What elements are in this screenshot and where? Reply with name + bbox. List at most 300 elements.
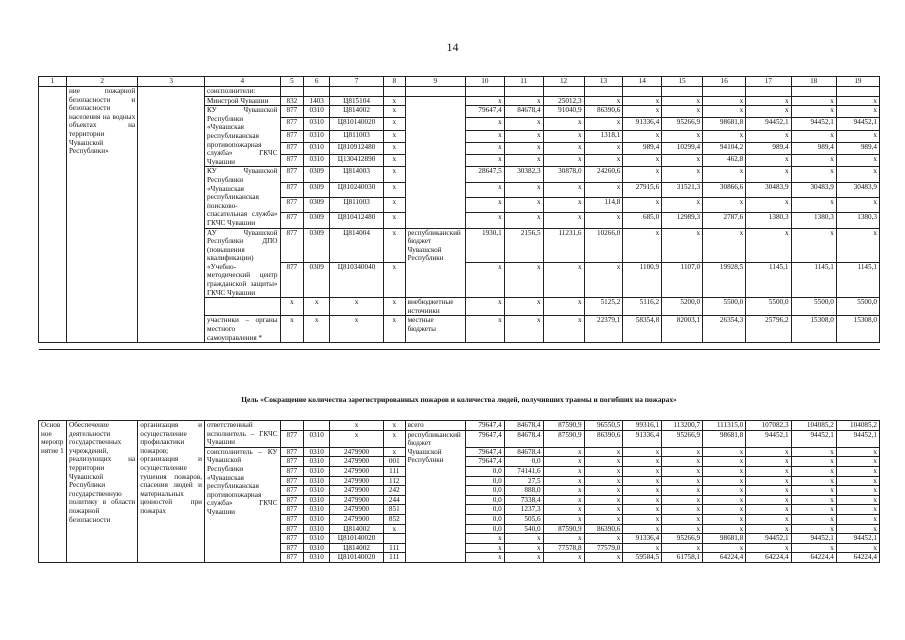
value-cell: x bbox=[703, 447, 746, 457]
value-cell: x bbox=[791, 466, 836, 476]
value-cell: 2156,5 bbox=[504, 228, 543, 263]
value-cell: x bbox=[703, 514, 746, 524]
value-cell: x bbox=[543, 182, 584, 197]
value-cell: x bbox=[623, 476, 662, 486]
expense-type-cell: 242 bbox=[384, 486, 406, 496]
table-row bbox=[39, 421, 880, 431]
column-number: 7 bbox=[330, 77, 384, 87]
value-cell: 505,6 bbox=[504, 514, 543, 524]
target-article-cell: Ц810140020 bbox=[330, 553, 384, 563]
value-cell: x bbox=[791, 514, 836, 524]
value-cell: 989,4 bbox=[746, 142, 791, 154]
value-cell: x bbox=[623, 457, 662, 467]
value-cell: x bbox=[623, 514, 662, 524]
value-cell: x bbox=[584, 514, 623, 524]
value-cell: 888,0 bbox=[504, 486, 543, 496]
target-article-cell: Ц810140020 bbox=[330, 534, 384, 544]
table-cell bbox=[384, 87, 406, 97]
value-cell: x bbox=[836, 96, 879, 106]
value-cell: x bbox=[703, 486, 746, 496]
value-cell: x bbox=[465, 155, 504, 167]
column-number: 3 bbox=[138, 77, 205, 87]
spacer-cell bbox=[39, 343, 880, 350]
value-cell: x bbox=[623, 228, 662, 263]
value-cell: 1380,3 bbox=[836, 213, 879, 228]
value-cell: x bbox=[836, 495, 879, 505]
value-cell: x bbox=[465, 213, 504, 228]
table-row bbox=[39, 87, 880, 97]
value-cell: 91040,9 bbox=[543, 106, 584, 118]
target-article-cell: Ц810240030 bbox=[330, 182, 384, 197]
column-number: 15 bbox=[662, 77, 703, 87]
value-cell: x bbox=[504, 118, 543, 130]
value-cell: x bbox=[623, 167, 662, 182]
target-article-cell: Ц810912480 bbox=[330, 142, 384, 154]
target-article-cell: x bbox=[330, 421, 384, 431]
section-cell: 0310 bbox=[304, 543, 330, 553]
value-cell: x bbox=[703, 476, 746, 486]
value-cell: x bbox=[504, 182, 543, 197]
section-cell: 0310 bbox=[304, 534, 330, 544]
budget-table-lower bbox=[38, 420, 880, 563]
target-article-cell: 2479900 bbox=[330, 514, 384, 524]
goal-heading: Цель «Сокращение количества зарегистрированных пожаров и количества людей, получивших травмы и погибших на пожарах» bbox=[241, 395, 677, 404]
value-cell: x bbox=[836, 486, 879, 496]
target-article-cell: x bbox=[330, 316, 384, 343]
section-cell: x bbox=[304, 298, 330, 316]
value-cell: x bbox=[746, 505, 791, 515]
value-cell: x bbox=[623, 155, 662, 167]
value-cell: x bbox=[746, 486, 791, 496]
section-cell: 0310 bbox=[304, 524, 330, 534]
value-cell: x bbox=[662, 447, 703, 457]
value-cell: x bbox=[543, 142, 584, 154]
grbs-cell: x bbox=[280, 298, 304, 316]
target-article-cell: Ц811003 bbox=[330, 130, 384, 142]
grbs-cell: 877 bbox=[280, 213, 304, 228]
section-cell bbox=[304, 421, 330, 431]
column-number: 8 bbox=[384, 77, 406, 87]
value-cell: 79647,4 bbox=[465, 106, 504, 118]
value-cell: x bbox=[465, 263, 504, 298]
col3-cell bbox=[138, 87, 205, 343]
value-cell: x bbox=[836, 130, 879, 142]
column-number: 18 bbox=[791, 77, 836, 87]
value-cell: x bbox=[504, 213, 543, 228]
value-cell: 5116,2 bbox=[623, 298, 662, 316]
value-cell: x bbox=[465, 534, 504, 544]
expense-type-cell: 852 bbox=[384, 514, 406, 524]
value-cell: x bbox=[504, 130, 543, 142]
value-cell: x bbox=[543, 466, 584, 476]
column-number: 1 bbox=[39, 77, 67, 87]
value-cell: 540,0 bbox=[504, 524, 543, 534]
value-cell: 0,0 bbox=[465, 495, 504, 505]
value-cell: x bbox=[703, 167, 746, 182]
value-cell: 64224,4 bbox=[703, 553, 746, 563]
target-article-cell: Ц814004 bbox=[330, 228, 384, 263]
co-executor-cell: соисполнитель – КУ Чувашской Республики «Чувашская республиканская противопожарная служба» ГКЧС Чувашии bbox=[205, 447, 280, 562]
table-cell bbox=[746, 87, 791, 97]
value-cell: 84678,4 bbox=[504, 430, 543, 447]
table-cell bbox=[405, 87, 465, 97]
value-cell: 84678,4 bbox=[504, 106, 543, 118]
value-cell: x bbox=[584, 457, 623, 467]
column-number: 6 bbox=[304, 77, 330, 87]
value-cell: 0,0 bbox=[465, 476, 504, 486]
value-cell: x bbox=[662, 543, 703, 553]
executor-cell: соисполнители: bbox=[205, 87, 280, 97]
section-cell: x bbox=[304, 316, 330, 343]
grbs-cell: 877 bbox=[280, 106, 304, 118]
value-cell: x bbox=[623, 106, 662, 118]
source-cell: местные бюджеты bbox=[405, 316, 465, 343]
table-cell bbox=[791, 87, 836, 97]
section-cell: 0310 bbox=[304, 130, 330, 142]
section-cell: 0310 bbox=[304, 118, 330, 130]
value-cell: x bbox=[584, 263, 623, 298]
section-cell: 0309 bbox=[304, 167, 330, 182]
value-cell: 0,0 bbox=[504, 457, 543, 467]
page-number: 14 bbox=[446, 40, 459, 54]
source-cell: республиканский бюджет Чувашской Республики bbox=[405, 430, 465, 562]
value-cell: x bbox=[662, 197, 703, 212]
value-cell: 11231,6 bbox=[543, 228, 584, 263]
value-cell: 0,0 bbox=[465, 466, 504, 476]
value-cell: 0,0 bbox=[465, 486, 504, 496]
value-cell: 104085,2 bbox=[791, 421, 836, 431]
value-cell: 1145,1 bbox=[746, 263, 791, 298]
section-cell: 0309 bbox=[304, 182, 330, 197]
value-cell: x bbox=[543, 263, 584, 298]
target-article-cell: 2479900 bbox=[330, 486, 384, 496]
grbs-cell: 877 bbox=[280, 155, 304, 167]
value-cell: 25796,2 bbox=[746, 316, 791, 343]
value-cell: x bbox=[465, 316, 504, 343]
value-cell: x bbox=[623, 543, 662, 553]
grbs-cell: 877 bbox=[280, 505, 304, 515]
value-cell: x bbox=[836, 155, 879, 167]
value-cell: x bbox=[791, 543, 836, 553]
table-cell bbox=[543, 87, 584, 97]
grbs-cell: 877 bbox=[280, 534, 304, 544]
value-cell: 5200,0 bbox=[662, 298, 703, 316]
value-cell: x bbox=[662, 505, 703, 515]
value-cell: 94452,1 bbox=[791, 118, 836, 130]
expense-type-cell: x bbox=[384, 228, 406, 263]
grbs-cell: 877 bbox=[280, 524, 304, 534]
expense-type-cell: x bbox=[384, 430, 406, 447]
value-cell: x bbox=[584, 142, 623, 154]
value-cell: 989,4 bbox=[623, 142, 662, 154]
value-cell: x bbox=[584, 495, 623, 505]
value-cell: 82003,1 bbox=[662, 316, 703, 343]
expense-type-cell: x bbox=[384, 167, 406, 182]
value-cell: x bbox=[662, 466, 703, 476]
value-cell: 685,0 bbox=[623, 213, 662, 228]
event-name-cell: ние пожарной безопасности и безопасности населения на водных объектах на территории Чувашской Республики» bbox=[67, 87, 138, 343]
section-cell: 0309 bbox=[304, 213, 330, 228]
target-article-cell: x bbox=[330, 298, 384, 316]
grbs-cell: 832 bbox=[280, 96, 304, 106]
value-cell: x bbox=[836, 457, 879, 467]
value-cell: x bbox=[746, 130, 791, 142]
value-cell: x bbox=[791, 524, 836, 534]
value-cell: x bbox=[543, 457, 584, 467]
source-cell bbox=[405, 96, 465, 228]
section-cell: 0310 bbox=[304, 505, 330, 515]
value-cell: 64224,4 bbox=[836, 553, 879, 563]
value-cell: x bbox=[746, 457, 791, 467]
target-article-cell: Ц810140020 bbox=[330, 118, 384, 130]
section-cell: 1403 bbox=[304, 96, 330, 106]
value-cell: x bbox=[465, 182, 504, 197]
value-cell: x bbox=[623, 130, 662, 142]
value-cell: x bbox=[662, 457, 703, 467]
section-cell: 0310 bbox=[304, 106, 330, 118]
value-cell: x bbox=[623, 96, 662, 106]
column-number: 12 bbox=[543, 77, 584, 87]
value-cell: 79647,4 bbox=[465, 421, 504, 431]
value-cell: 27,5 bbox=[504, 476, 543, 486]
value-cell: 7338,4 bbox=[504, 495, 543, 505]
value-cell: 107082,3 bbox=[746, 421, 791, 431]
value-cell: 96550,5 bbox=[584, 421, 623, 431]
col1-cell bbox=[39, 87, 67, 343]
value-cell: x bbox=[836, 505, 879, 515]
section-cell: 0310 bbox=[304, 447, 330, 457]
target-article-cell: Ц814003 bbox=[330, 167, 384, 182]
value-cell: x bbox=[543, 130, 584, 142]
expense-type-cell: 851 bbox=[384, 505, 406, 515]
value-cell: 79647,4 bbox=[465, 430, 504, 447]
value-cell: x bbox=[791, 130, 836, 142]
target-article-cell: 2479900 bbox=[330, 457, 384, 467]
value-cell: x bbox=[791, 96, 836, 106]
value-cell: x bbox=[543, 316, 584, 343]
value-cell: x bbox=[791, 457, 836, 467]
value-cell: 24260,6 bbox=[584, 167, 623, 182]
value-cell: 79647,4 bbox=[465, 457, 504, 467]
value-cell: 30878,0 bbox=[543, 167, 584, 182]
grbs-cell: 877 bbox=[280, 118, 304, 130]
value-cell: 5125,2 bbox=[584, 298, 623, 316]
value-cell: x bbox=[504, 155, 543, 167]
value-cell: x bbox=[791, 476, 836, 486]
grbs-cell: x bbox=[280, 316, 304, 343]
section-cell: 0310 bbox=[304, 430, 330, 447]
value-cell: 989,4 bbox=[836, 142, 879, 154]
grbs-cell: 877 bbox=[280, 476, 304, 486]
source-cell: внебюджетные источники bbox=[405, 298, 465, 316]
expense-type-cell: 001 bbox=[384, 457, 406, 467]
value-cell: x bbox=[662, 476, 703, 486]
value-cell: x bbox=[746, 197, 791, 212]
value-cell: x bbox=[662, 524, 703, 534]
column-number: 19 bbox=[836, 77, 879, 87]
value-cell: x bbox=[623, 486, 662, 496]
value-cell: x bbox=[836, 106, 879, 118]
value-cell: x bbox=[543, 447, 584, 457]
target-article-cell: 2479900 bbox=[330, 495, 384, 505]
value-cell: 10299,4 bbox=[662, 142, 703, 154]
section-cell: 0309 bbox=[304, 197, 330, 212]
value-cell: x bbox=[746, 155, 791, 167]
grbs-cell: 877 bbox=[280, 130, 304, 142]
value-cell: x bbox=[703, 130, 746, 142]
expense-type-cell: 111 bbox=[384, 466, 406, 476]
value-cell: x bbox=[623, 197, 662, 212]
grbs-cell: 877 bbox=[280, 514, 304, 524]
value-cell: x bbox=[465, 298, 504, 316]
value-cell: x bbox=[584, 505, 623, 515]
value-cell: 98681,8 bbox=[703, 430, 746, 447]
value-cell: x bbox=[746, 228, 791, 263]
value-cell: x bbox=[662, 155, 703, 167]
executor-cell bbox=[205, 298, 280, 316]
value-cell: x bbox=[504, 142, 543, 154]
value-cell: 30483,9 bbox=[836, 182, 879, 197]
value-cell: 19928,5 bbox=[703, 263, 746, 298]
value-cell: 94452,1 bbox=[836, 118, 879, 130]
value-cell: x bbox=[543, 553, 584, 563]
value-cell: x bbox=[703, 466, 746, 476]
budget-table-upper bbox=[38, 76, 880, 350]
value-cell: 91336,4 bbox=[623, 534, 662, 544]
column-number: 10 bbox=[465, 77, 504, 87]
table-cell bbox=[280, 87, 304, 97]
value-cell: 77578,8 bbox=[543, 543, 584, 553]
value-cell: x bbox=[543, 197, 584, 212]
executor-cell: КУ Чувашской Республики «Чувашская республиканская противопожарная служба» ГКЧС Чувашии bbox=[205, 106, 280, 167]
grbs-cell: 877 bbox=[280, 430, 304, 447]
table-cell bbox=[836, 87, 879, 97]
value-cell: x bbox=[504, 96, 543, 106]
value-cell: 0,0 bbox=[465, 514, 504, 524]
value-cell: x bbox=[584, 466, 623, 476]
grbs-cell: 877 bbox=[280, 486, 304, 496]
value-cell: x bbox=[465, 118, 504, 130]
target-article-cell: Ц814002 bbox=[330, 543, 384, 553]
expense-type-cell: x bbox=[384, 421, 406, 431]
table-cell bbox=[330, 87, 384, 97]
expense-type-cell bbox=[384, 534, 406, 544]
value-cell: x bbox=[791, 228, 836, 263]
value-cell: x bbox=[504, 197, 543, 212]
value-cell: x bbox=[543, 213, 584, 228]
table-cell bbox=[623, 87, 662, 97]
value-cell: 5500,0 bbox=[836, 298, 879, 316]
value-cell: x bbox=[836, 514, 879, 524]
grbs-cell: 877 bbox=[280, 228, 304, 263]
value-cell: x bbox=[791, 167, 836, 182]
grbs-cell: 877 bbox=[280, 142, 304, 154]
event-number-cell: Основное мероприятие 1 bbox=[39, 421, 67, 563]
value-cell: x bbox=[662, 486, 703, 496]
value-cell: 27915,6 bbox=[623, 182, 662, 197]
section-cell: 0309 bbox=[304, 228, 330, 263]
target-article-cell: 2479900 bbox=[330, 476, 384, 486]
section-cell: 0310 bbox=[304, 486, 330, 496]
expense-type-cell: 111 bbox=[384, 553, 406, 563]
value-cell: x bbox=[791, 155, 836, 167]
value-cell: 91336,4 bbox=[623, 430, 662, 447]
value-cell: x bbox=[703, 197, 746, 212]
value-cell: 64224,4 bbox=[746, 553, 791, 563]
column-number: 16 bbox=[703, 77, 746, 87]
value-cell: x bbox=[623, 466, 662, 476]
value-cell: x bbox=[836, 197, 879, 212]
grbs-cell: 877 bbox=[280, 457, 304, 467]
value-cell: x bbox=[791, 447, 836, 457]
value-cell: 0,0 bbox=[465, 524, 504, 534]
value-cell: 98681,8 bbox=[703, 118, 746, 130]
value-cell: x bbox=[791, 486, 836, 496]
value-cell: x bbox=[746, 167, 791, 182]
value-cell: 0,0 bbox=[465, 505, 504, 515]
value-cell: x bbox=[836, 466, 879, 476]
section-cell: 0309 bbox=[304, 263, 330, 298]
value-cell: x bbox=[662, 495, 703, 505]
value-cell: x bbox=[791, 197, 836, 212]
expense-type-cell: x bbox=[384, 316, 406, 343]
value-cell: x bbox=[703, 524, 746, 534]
table-cell bbox=[662, 87, 703, 97]
source-cell: всего bbox=[405, 421, 465, 431]
value-cell: x bbox=[584, 534, 623, 544]
section-cell: 0310 bbox=[304, 495, 330, 505]
target-article-cell: 2479900 bbox=[330, 466, 384, 476]
value-cell: x bbox=[836, 543, 879, 553]
section-cell: 0310 bbox=[304, 476, 330, 486]
value-cell: 95266,9 bbox=[662, 118, 703, 130]
grbs-cell: 877 bbox=[280, 197, 304, 212]
column-number: 14 bbox=[623, 77, 662, 87]
value-cell: 1100,9 bbox=[623, 263, 662, 298]
value-cell: 30483,9 bbox=[791, 182, 836, 197]
target-article-cell: Ц811003 bbox=[330, 197, 384, 212]
value-cell: x bbox=[504, 553, 543, 563]
target-article-cell: Ц814002 bbox=[330, 106, 384, 118]
section-cell: 0310 bbox=[304, 466, 330, 476]
value-cell: x bbox=[703, 505, 746, 515]
value-cell: x bbox=[623, 505, 662, 515]
value-cell: 1930,1 bbox=[465, 228, 504, 263]
value-cell: x bbox=[543, 514, 584, 524]
value-cell: x bbox=[746, 106, 791, 118]
grbs-cell: 877 bbox=[280, 182, 304, 197]
grbs-cell: 877 bbox=[280, 466, 304, 476]
value-cell: 59584,5 bbox=[623, 553, 662, 563]
value-cell: 99316,1 bbox=[623, 421, 662, 431]
value-cell: x bbox=[504, 316, 543, 343]
value-cell: x bbox=[465, 197, 504, 212]
value-cell: 462,8 bbox=[703, 155, 746, 167]
column-number: 13 bbox=[584, 77, 623, 87]
table-cell bbox=[584, 87, 623, 97]
value-cell: 113200,7 bbox=[662, 421, 703, 431]
value-cell: x bbox=[543, 486, 584, 496]
value-cell: 5500,0 bbox=[746, 298, 791, 316]
value-cell: x bbox=[584, 96, 623, 106]
value-cell: 25012,3 bbox=[543, 96, 584, 106]
value-cell: x bbox=[623, 447, 662, 457]
value-cell: 12989,3 bbox=[662, 213, 703, 228]
value-cell: 86390,6 bbox=[584, 430, 623, 447]
expense-type-cell: 244 bbox=[384, 495, 406, 505]
value-cell: x bbox=[543, 155, 584, 167]
value-cell: 1145,1 bbox=[836, 263, 879, 298]
